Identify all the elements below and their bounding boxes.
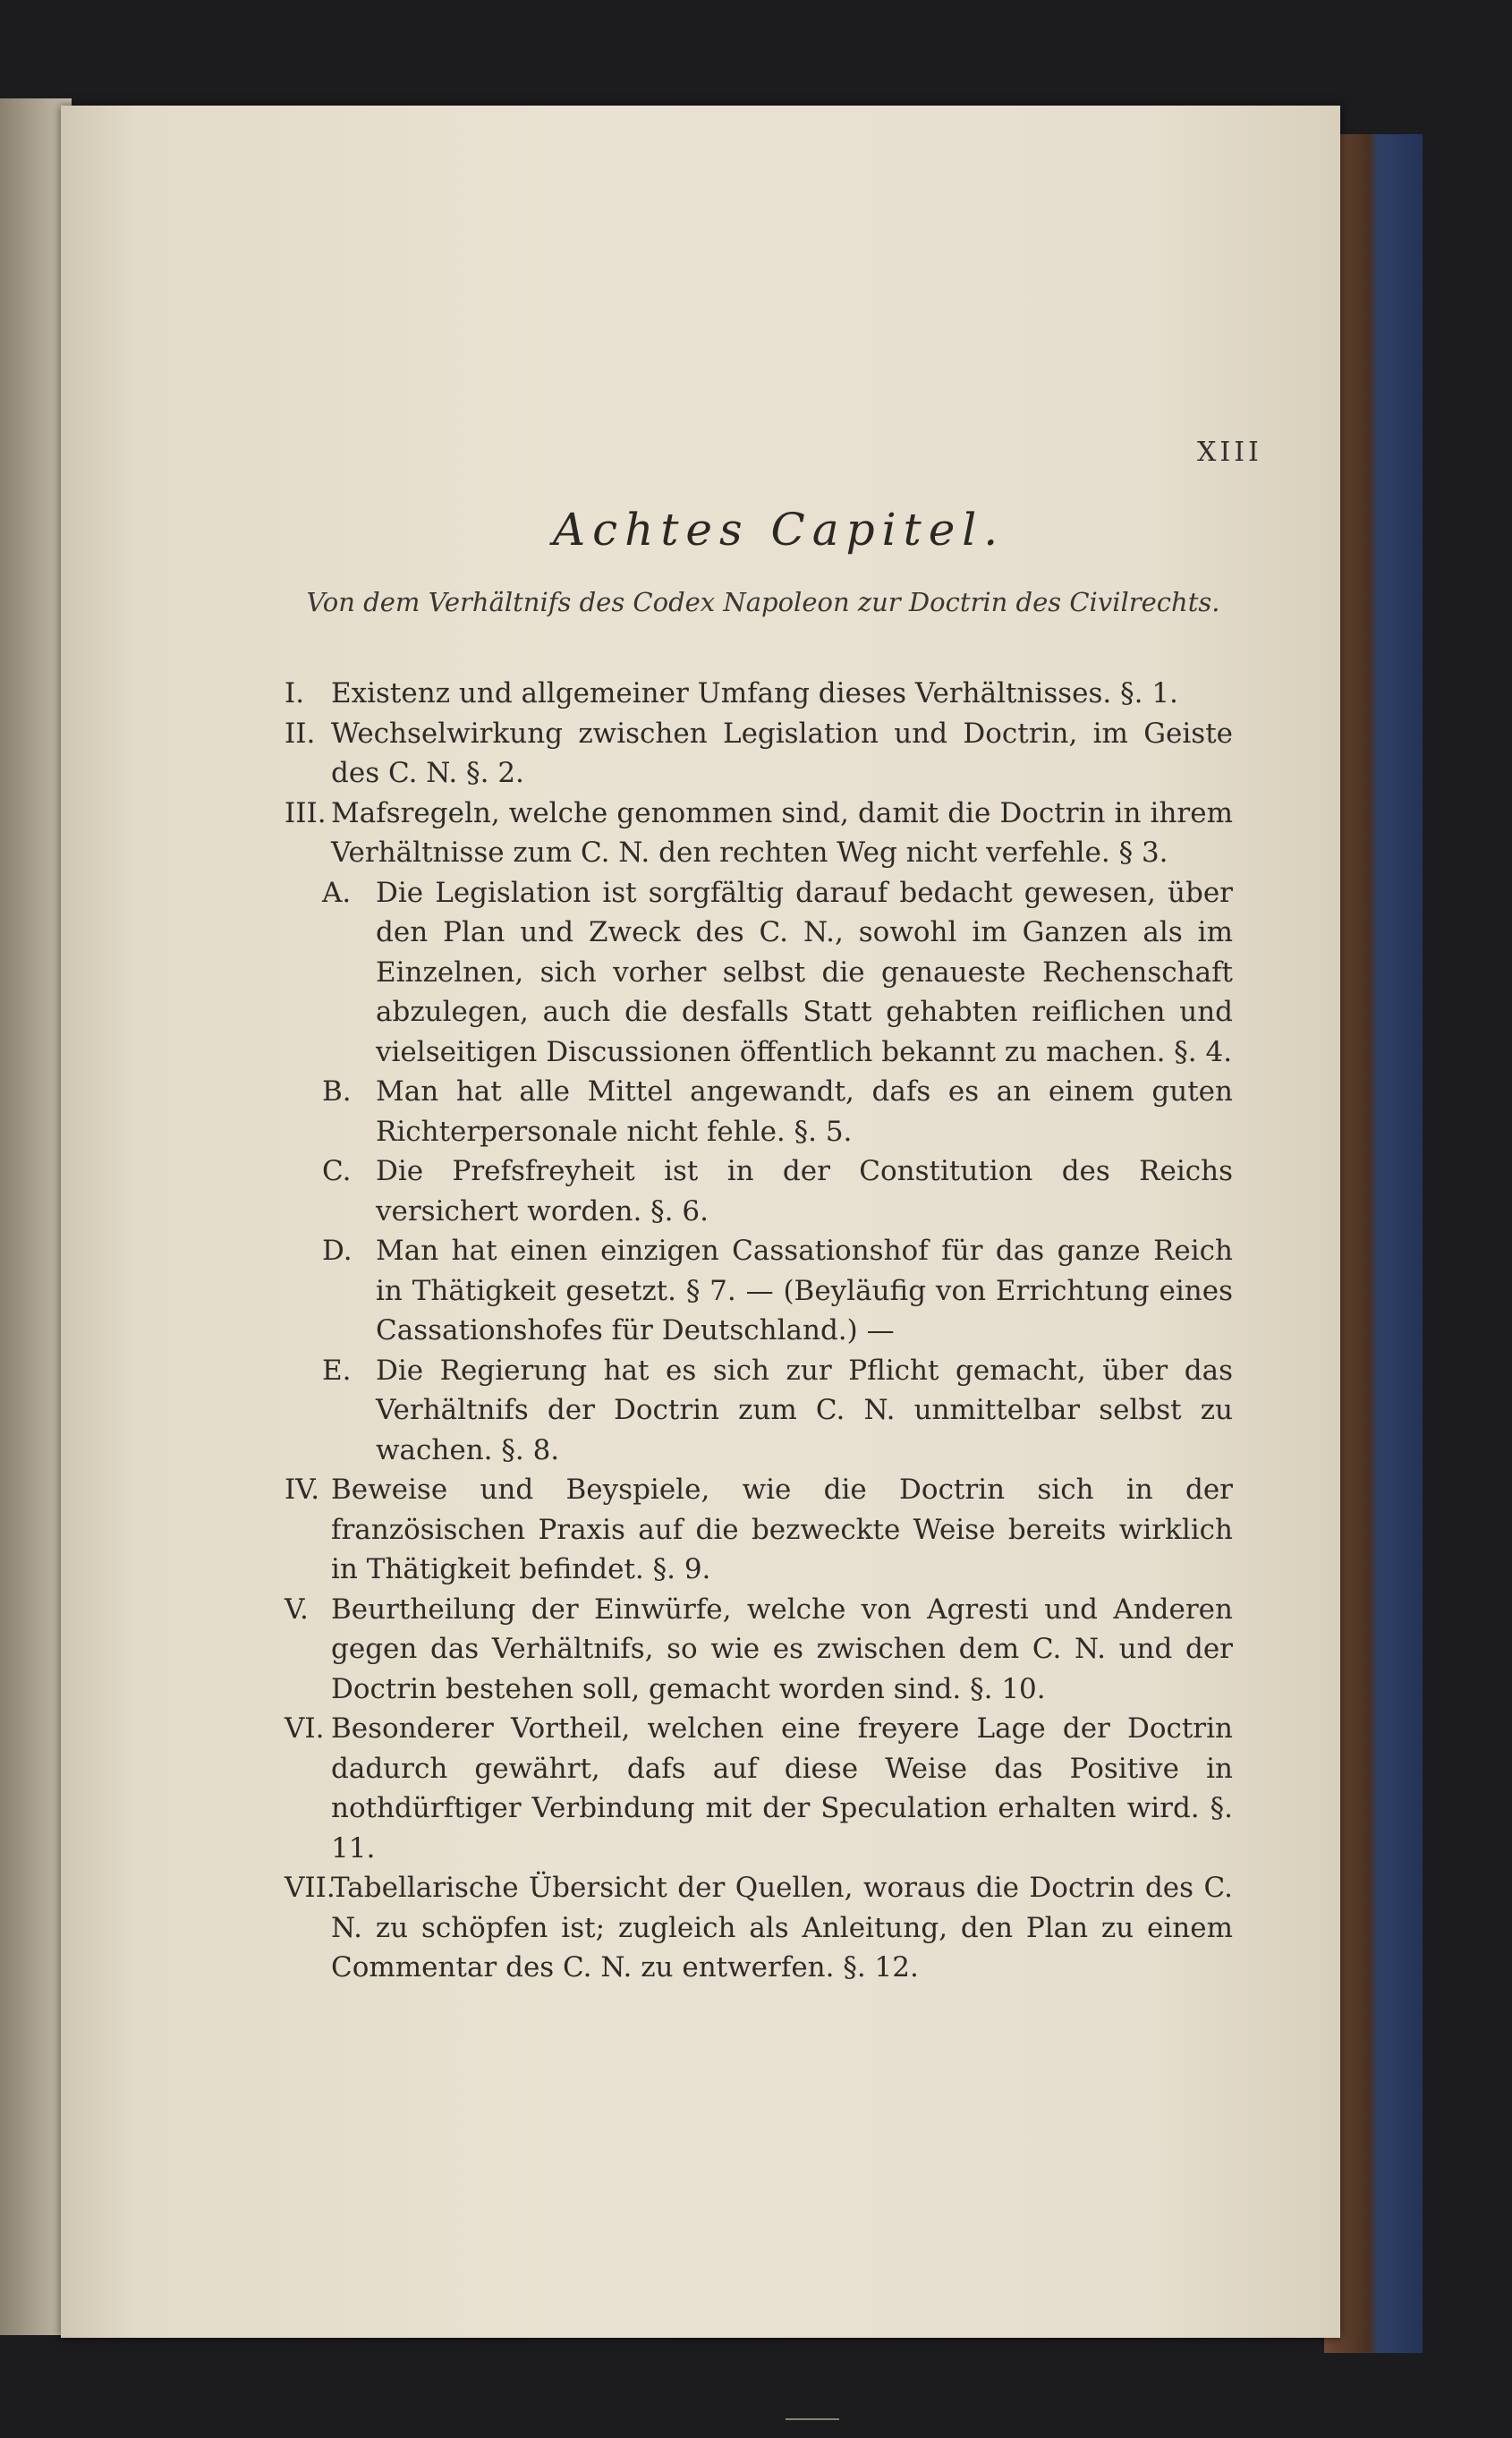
toc-entry-v <box>285 1590 1233 1710</box>
toc-entry-i <box>285 674 1233 714</box>
subentry-letter: C. <box>322 1155 352 1187</box>
toc-subentry-c <box>285 1151 1233 1231</box>
toc-subentry-b <box>285 1072 1233 1151</box>
page-number: XIII <box>1197 437 1262 468</box>
toc-entry-iii <box>285 794 1233 873</box>
entry-number: V. <box>285 1593 309 1626</box>
entry-text: Tabellarische Übersicht der Quellen, woraus die Doctrin des C. N. zu schöpfen ist; zugleich als Anleitung, den Plan zu einem Commentar des C. N. zu entwerfen. §. 12. <box>331 1872 1233 1984</box>
subentry-text: Die Legislation ist sorgfältig darauf bedacht gewesen, über den Plan und Zweck des C. N., sowohl im Ganzen als im Einzelnen, sich vorher selbst die genaueste Rechenschaft abzulegen, auch die desfalls Statt gehabten reiflichen und vielseitigen Discussionen öffentlich bekannt zu machen. §. 4. <box>376 876 1233 1068</box>
subentry-letter: E. <box>322 1354 352 1387</box>
end-ornament-rule <box>786 2418 839 2420</box>
subentry-text: Die Prefsfreyheit ist in der Constitution des Reichs versichert worden. §. 6. <box>376 1155 1233 1227</box>
toc-entry-ii <box>285 714 1233 794</box>
chapter-title: Achtes Capitel. <box>553 504 1006 556</box>
subentry-letter: B. <box>322 1075 352 1108</box>
entry-number: IV. <box>285 1474 320 1506</box>
entry-number: III. <box>285 796 327 829</box>
subentry-text: Man hat einen einzigen Cassationshof für das ganze Reich in Thätigkeit gesetzt. § 7. — (Beyläufig von Errichtung eines Cassationshofes für Deutschland.) — <box>376 1235 1233 1346</box>
entry-number: VII. <box>285 1872 336 1904</box>
subentry-letter: D. <box>322 1235 353 1267</box>
entry-number: VI. <box>285 1712 325 1745</box>
subentry-letter: A. <box>322 876 352 909</box>
toc-subentry-a <box>285 873 1233 1073</box>
toc-entry-vi <box>285 1709 1233 1868</box>
entry-text: Mafsregeln, welche genommen sind, damit die Doctrin in ihrem Verhältnisse zum C. N. den rechten Weg nicht verfehle. § 3. <box>331 796 1233 869</box>
subentry-text: Die Regierung hat es sich zur Pflicht gemacht, über das Verhältnifs der Doctrin zum C. N. unmittelbar selbst zu wachen. §. 8. <box>376 1354 1233 1466</box>
entry-text: Besonderer Vortheil, welchen eine freyere Lage der Doctrin dadurch gewährt, dafs auf diese Weise das Positive in nothdürftiger Verbindung mit der Speculation erhalten wird. §. 11. <box>331 1712 1233 1865</box>
toc-entry-iv <box>285 1470 1233 1590</box>
entry-text: Beweise und Beyspiele, wie die Doctrin sich in der französischen Praxis auf die bezweckte Weise bereits wirklich in Thätigkeit befindet. §. 9. <box>331 1474 1233 1585</box>
entry-number: II. <box>285 717 316 750</box>
entry-text: Beurtheilung der Einwürfe, welche von Agresti und Anderen gegen das Verhältnifs, so wie es zwischen dem C. N. und der Doctrin bestehen soll, gemacht worden sind. §. 10. <box>331 1593 1233 1705</box>
entry-text: Existenz und allgemeiner Umfang dieses Verhältnisses. §. 1. <box>331 677 1178 709</box>
table-of-contents <box>285 674 1233 1988</box>
book-page <box>61 106 1340 2338</box>
entry-number: I. <box>285 677 305 709</box>
entry-text: Wechselwirkung zwischen Legislation und Doctrin, im Geiste des C. N. §. 2. <box>331 717 1233 789</box>
toc-entry-vii <box>285 1868 1233 1988</box>
chapter-subtitle: Von dem Verhältnifs des Codex Napoleon zur Doctrin des Civilrechts. <box>306 587 1220 617</box>
toc-subentry-e <box>285 1351 1233 1471</box>
subentry-text: Man hat alle Mittel angewandt, dafs es an einem guten Richterpersonale nicht fehle. §. 5. <box>376 1075 1233 1148</box>
toc-subentry-d <box>285 1231 1233 1351</box>
